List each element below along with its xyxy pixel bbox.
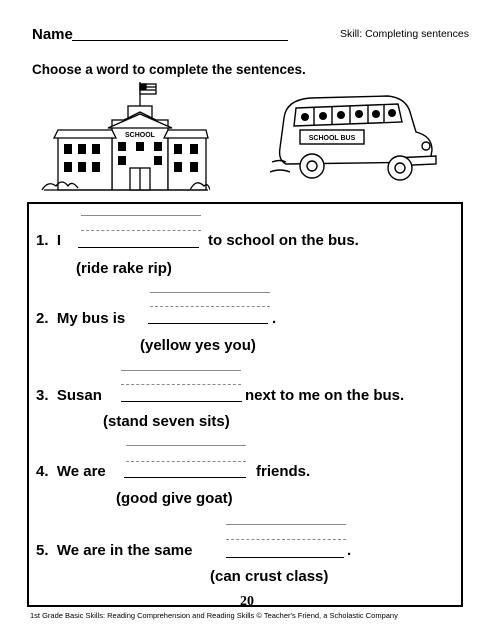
- question-text-after: .: [272, 310, 277, 327]
- footer-credit: 1st Grade Basic Skills: Reading Comprehension and Reading Skills © Teacher's Friend, a Scholastic Company: [30, 611, 398, 620]
- question-text-before: We are in the same: [56, 542, 193, 559]
- question-number: 1.: [36, 232, 49, 249]
- question-text-before: Susan: [56, 387, 102, 404]
- question-number: 5.: [36, 542, 49, 559]
- question-text-after: friends.: [256, 463, 311, 480]
- school-sign: SCHOOL: [125, 132, 155, 139]
- question-number: 2.: [36, 310, 49, 327]
- word-choices-5: (can crust class): [210, 568, 329, 585]
- answer-guide-dashed: [226, 539, 346, 540]
- answer-guide-line: [226, 524, 346, 525]
- question-5: [36, 542, 192, 559]
- question-text-before: We are: [56, 463, 106, 480]
- page-number: 20: [240, 594, 254, 609]
- question-3: [36, 387, 102, 404]
- answer-guide-line: [150, 292, 270, 293]
- school-building-illustration: [40, 80, 210, 200]
- word-choices-1: (ride rake rip): [76, 260, 172, 277]
- question-2: [36, 310, 125, 327]
- answer-blank-1[interactable]: [78, 247, 199, 248]
- question-4: [36, 463, 106, 480]
- question-text-after: to school on the bus.: [208, 232, 359, 249]
- question-text-before: I: [56, 232, 62, 249]
- answer-guide-line: [121, 370, 241, 371]
- answer-guide-dashed: [150, 306, 270, 307]
- answer-guide-line: [126, 445, 246, 446]
- answer-blank-5[interactable]: [226, 557, 344, 558]
- question-number: 3.: [36, 387, 49, 404]
- name-label: Name: [32, 26, 73, 43]
- question-1: [36, 232, 61, 249]
- name-line: [72, 40, 288, 41]
- word-choices-3: (stand seven sits): [103, 413, 230, 430]
- bus-sign: SCHOOL BUS: [308, 135, 356, 142]
- answer-blank-4[interactable]: [124, 477, 246, 478]
- answer-blank-2[interactable]: [148, 323, 268, 324]
- question-text-after: .: [347, 542, 352, 559]
- instructions: Choose a word to complete the sentences.: [32, 62, 306, 77]
- school-bus-illustration: [270, 88, 440, 188]
- word-choices-4: (good give goat): [116, 490, 233, 507]
- question-text-after: next to me on the bus.: [245, 387, 405, 404]
- answer-guide-line: [81, 215, 201, 216]
- answer-guide-dashed: [121, 384, 241, 385]
- answer-blank-3[interactable]: [121, 401, 242, 402]
- question-number: 4.: [36, 463, 49, 480]
- question-text-before: My bus is: [56, 310, 126, 327]
- skill-label: Skill: Completing sentences: [340, 28, 469, 40]
- word-choices-2: (yellow yes you): [140, 337, 256, 354]
- answer-guide-dashed: [126, 461, 246, 462]
- answer-guide-dashed: [81, 230, 201, 231]
